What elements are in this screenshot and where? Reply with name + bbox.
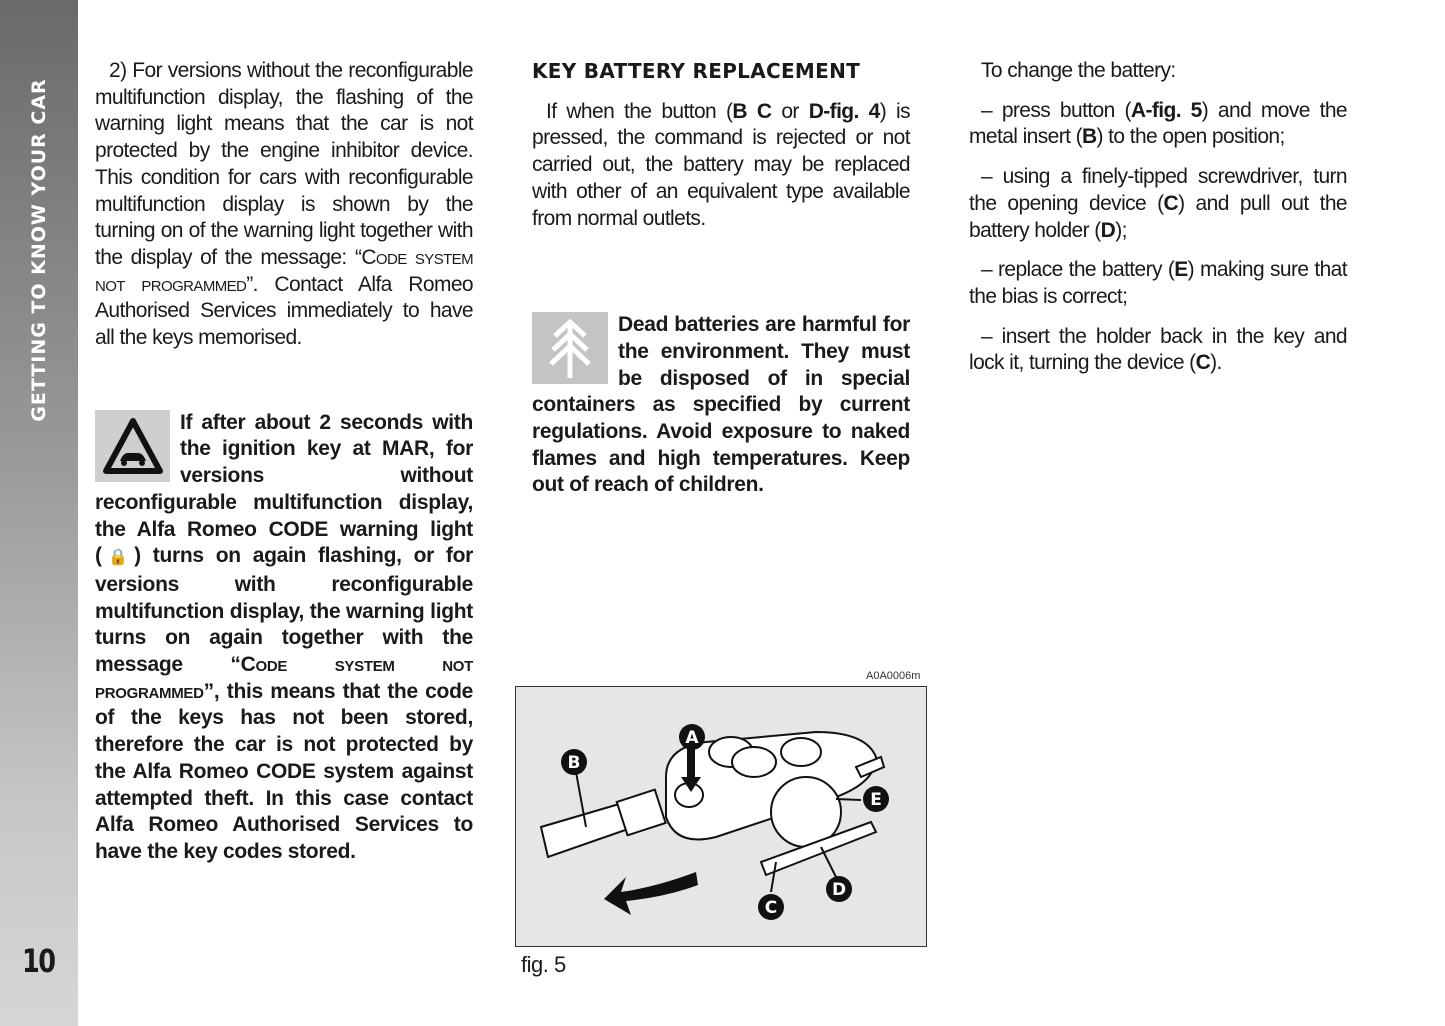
text: ) and move the metal insert (: [969, 98, 1347, 149]
text: C: [1163, 191, 1179, 215]
text: or: [771, 99, 809, 123]
text: ) turns on again flashing, or for versions with reconfigurable multifunction display, the warning light turns on again together with the message “: [95, 544, 474, 677]
text: ) to the open position;: [1096, 125, 1285, 149]
environment-note: [532, 312, 910, 499]
figure-caption: fig. 5: [521, 952, 566, 977]
text: – replace the battery (: [981, 258, 1175, 282]
label-b: B: [567, 753, 581, 773]
label-c: C: [764, 898, 778, 918]
text: If after about 2 seconds with the ignition key at MAR, for versions without reconfigurable multifunction display, the Alfa Romeo CODE warning light (: [95, 410, 473, 568]
text: ”, this means that the code of the keys has not been stored, therefore the car is not protected by the Alfa Romeo CODE system against attempted theft. In this case contact Alfa Romeo Authorised Services to have the key codes stored.: [95, 679, 473, 863]
steps-intro: To change the battery:: [981, 59, 1176, 82]
note-paragraph: [95, 58, 473, 352]
text: E: [1174, 258, 1188, 282]
text: C: [1195, 351, 1211, 375]
text: 2) For versions without the reconfigurable multifunction display, the flashing of the warning light means that the car is not protected by the engine inhibitor device. This condition for cars with reconfigurable multifunction display is shown by the turning on of the warning light together with the display of the message: “: [95, 59, 473, 269]
step-4: [969, 324, 1347, 377]
section-heading: KEY BATTERY REPLACEMENT: [532, 59, 861, 83]
text: ) is pressed, the command is rejected or not carried out, the battery may be replaced with other of an equivalent type available from normal outlets.: [532, 99, 910, 230]
text: ) making sure that the bias is correct;: [969, 258, 1347, 308]
label-a: A: [685, 728, 699, 748]
sidebar: [0, 0, 78, 1026]
text: B C: [732, 99, 772, 123]
text: Dead batteries are harmful for the environment. They must be disposed of in special containers as specified by current regulations. Avoid exposure to naked flames and high temperatures. Keep out of reach of children.: [532, 313, 910, 497]
text: ).: [1210, 351, 1222, 375]
figure-code: A0A0006m: [866, 670, 921, 682]
text: ”. Contact Alfa Romeo Authorised Services immediately to have all the keys memorised.: [95, 272, 474, 350]
text: A-fig. 5: [1130, 98, 1202, 122]
text: – press button (: [981, 98, 1131, 122]
code-warning-light-icon: 🔒: [101, 549, 135, 567]
label-d: D: [831, 880, 847, 900]
page-number: 10: [22, 942, 55, 980]
message-text: Code system not programmed: [95, 245, 473, 296]
step-2: [969, 164, 1347, 244]
text: ) and pull out the battery holder (: [969, 191, 1347, 242]
text: D: [1100, 218, 1116, 242]
text: );: [1115, 218, 1127, 242]
column-3: [969, 58, 1347, 390]
section-title: GETTING TO KNOW YOUR CAR: [28, 78, 50, 422]
intro-paragraph: [532, 99, 910, 233]
text: If when the button (: [546, 99, 733, 123]
column-2: [532, 58, 910, 499]
message-text: Code system not programmed: [95, 653, 473, 703]
column-1: [95, 58, 473, 866]
step-3: [969, 257, 1347, 310]
key-illustration: [515, 686, 927, 947]
text: B: [1081, 125, 1097, 149]
warning-block: [95, 410, 473, 866]
label-e: E: [870, 790, 882, 810]
text: – insert the holder back in the key and lock it, turning the device (: [969, 324, 1347, 375]
text: – using a finely-tipped screwdriver, turn the opening device (: [969, 165, 1347, 215]
step-1: [969, 98, 1347, 151]
warning-triangle-icon: [95, 410, 170, 482]
environment-tree-icon: [532, 312, 608, 384]
text: D-fig. 4: [808, 99, 880, 123]
